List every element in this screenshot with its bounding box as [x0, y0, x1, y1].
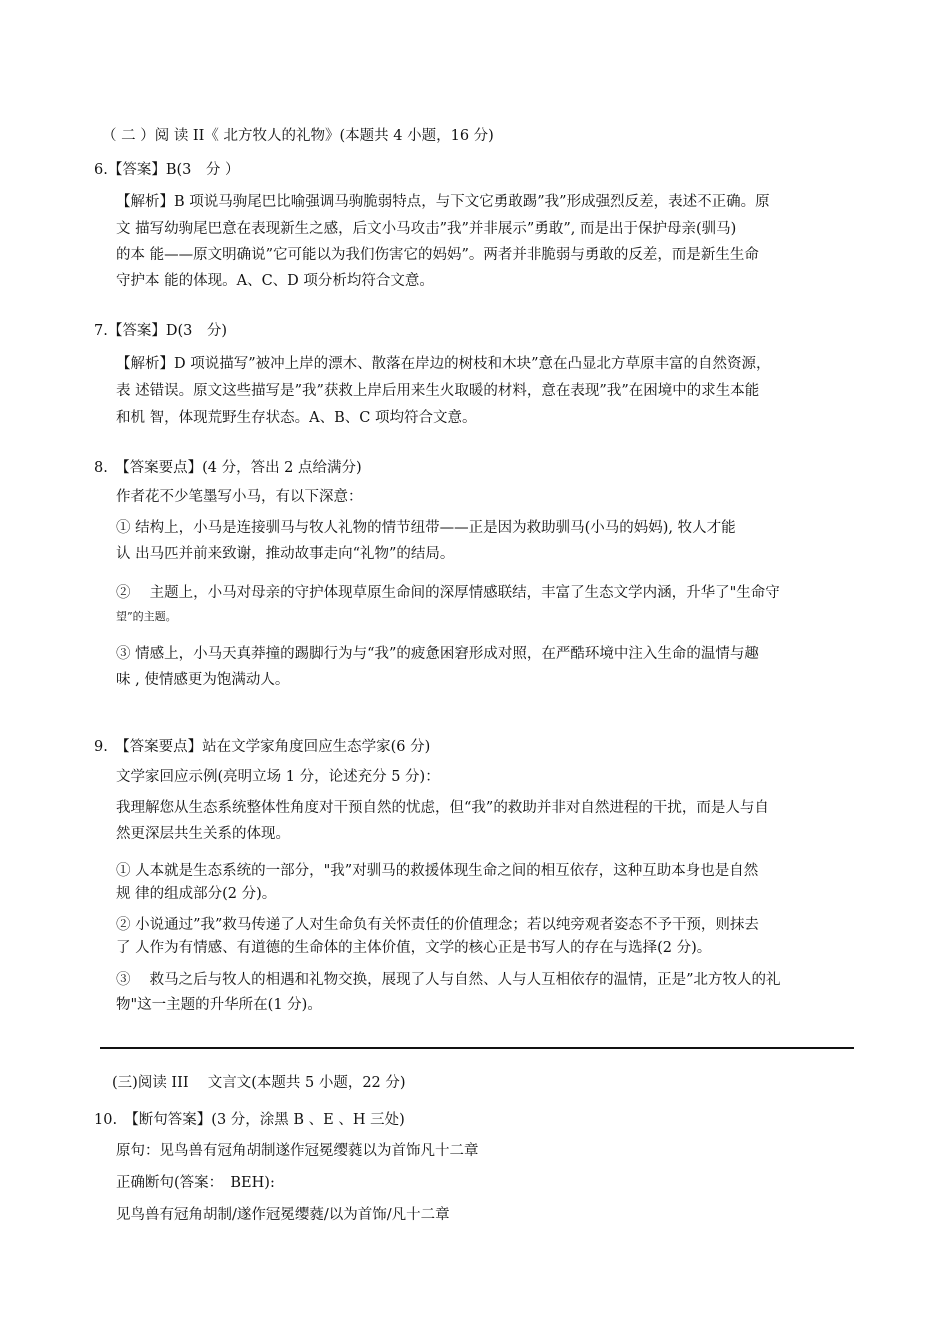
q8-point2-line2: 望”的主题。	[116, 610, 177, 623]
analysis-q7-line2: 表 述错误。原文这些描写是”我”获救上岸后用来生火取暖的材料，意在表现”我”在困境中的求生本能	[116, 383, 760, 399]
q8-point2-line1: ② 主题上，小马对母亲的守护体现草原生命间的深厚情感联结，丰富了生态文学内涵，升华了"生命守	[116, 585, 780, 601]
answer-q7: 7.【答案】D(3 分)	[94, 323, 227, 339]
q10-correct-label: 正确断句(答案： BEH):	[116, 1175, 275, 1191]
q9-intro: 文学家回应示例(亮明立场 1 分，论述充分 5 分)：	[116, 769, 440, 785]
q9-point3-line2: 物"这一主题的升华所在(1 分)。	[116, 997, 322, 1013]
analysis-q6-line4: 守护本 能的体现。A、C、D 项分析均符合文意。	[116, 273, 434, 289]
q8-point3-line2: 味 , 使情感更为饱满动人。	[116, 672, 290, 688]
section-divider	[100, 1047, 854, 1049]
q10-punctuated-sentence: 见鸟兽有冠角胡制/遂作冠冕缨蕤/以为首饰/凡十二章	[116, 1207, 450, 1223]
answer-q9: 9. 【答案要点】站在文学家角度回应生态学家(6 分)	[94, 739, 431, 755]
q9-point2-line1: ② 小说通过”我”救马传递了人对生命负有关怀责任的价值理念；若以纯旁观者姿态不予干预，则抹去	[116, 917, 759, 933]
answer-q10: 10. 【断句答案】(3 分，涂黑 B 、E 、H 三处)	[94, 1112, 405, 1128]
q10-original-sentence: 原句：见鸟兽有冠角胡制遂作冠冕缨蕤以为首饰凡十二章	[116, 1143, 479, 1159]
q8-point3-line1: ③ 情感上，小马天真莽撞的踢脚行为与“我”的疲惫困窘形成对照，在严酷环境中注入生命的温情与趣	[116, 646, 759, 662]
analysis-q6-line3: 的本 能——原文明确说”它可能以为我们伤害它的妈妈”。两者并非脆弱与勇敢的反差，而是新生生命	[116, 247, 759, 263]
q9-stance-line1: 我理解您从生态系统整体性角度对干预自然的忧虑，但“我”的救助并非对自然进程的干扰，而是人与自	[116, 800, 769, 816]
q9-point3-line1: ③ 救马之后与牧人的相遇和礼物交换，展现了人与自然、人与人互相依存的温情，正是”北方牧人的礼	[116, 972, 781, 988]
q9-stance-line2: 然更深层共生关系的体现。	[116, 826, 290, 842]
analysis-q6-line1: 【解析】B 项说马驹尾巴比喻强调马驹脆弱特点，与下文它勇敢踢”我”形成强烈反差，表述不正确。原	[116, 194, 770, 210]
analysis-q7-line1: 【解析】D 项说描写”被冲上岸的漂木、散落在岸边的树枝和木块”意在凸显北方草原丰富的自然资源，	[116, 356, 771, 372]
q9-point2-line2: 了 人作为有情感、有道德的生命体的主体价值，文学的核心正是书写人的存在与选择(2 分)。	[116, 940, 712, 956]
answer-q8: 8. 【答案要点】(4 分，答出 2 点给满分)	[94, 460, 362, 476]
q8-point1-line1: ① 结构上，小马是连接驯马与牧人礼物的情节纽带——正是因为救助驯马(小马的妈妈), 牧人才能	[116, 520, 736, 536]
analysis-q6-line2: 文 描写幼驹尾巴意在表现新生之感，后文小马攻击”我”并非展示”勇敢”, 而是出于保护母亲(驯马)	[116, 221, 737, 237]
q9-point1-line2: 规 律的组成部分(2 分)。	[116, 886, 277, 902]
q9-point1-line1: ① 人本就是生态系统的一部分，"我”对驯马的救援体现生命之间的相互依存，这种互助本身也是自然	[116, 863, 759, 879]
q8-intro: 作者花不少笔墨写小马，有以下深意：	[116, 489, 363, 505]
analysis-q7-line3: 和机 智，体现荒野生存状态。A、B、C 项均符合文意。	[116, 410, 477, 426]
q8-point1-line2: 认 出马匹并前来致谢，推动故事走向“礼物”的结局。	[116, 546, 455, 562]
section-header-reading-2: （ 二 ）阅 读 II《 北方牧人的礼物》(本题共 4 小题，16 分)	[102, 128, 494, 144]
answer-q6: 6.【答案】B(3 分 ）	[94, 162, 240, 178]
section-header-reading-3: (三)阅读 III 文言文(本题共 5 小题，22 分)	[112, 1075, 406, 1091]
